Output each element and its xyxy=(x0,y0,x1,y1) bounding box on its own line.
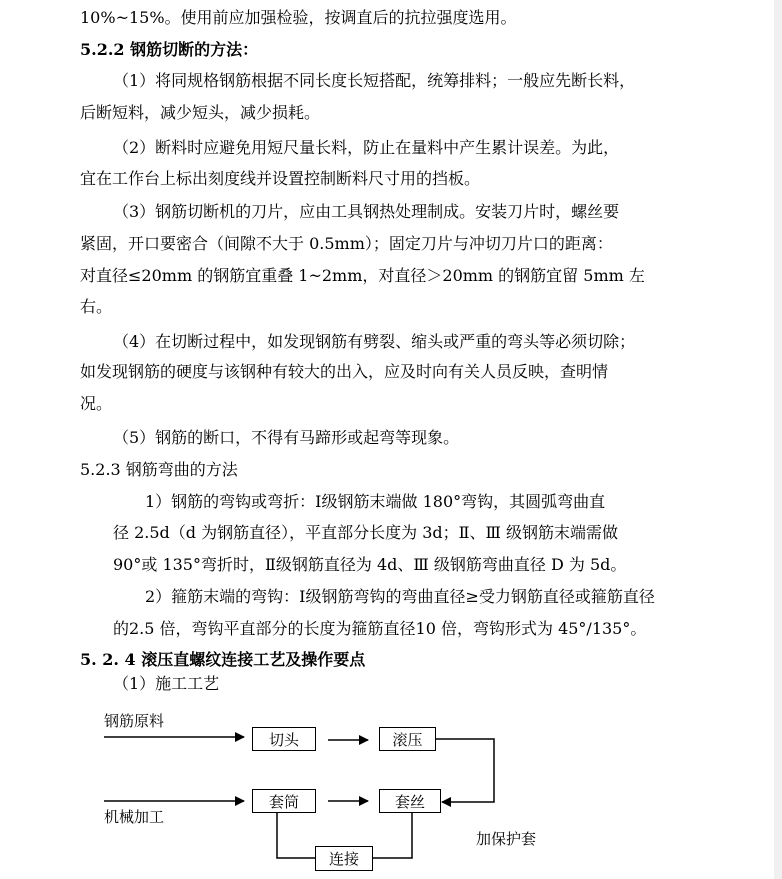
flow-box-roll-press xyxy=(379,727,436,751)
paragraph-line: （3）钢筋切断机的刀片，应由工具钢热处理制成。安装刀片时，螺丝要 xyxy=(113,202,620,221)
paragraph-line: 如发现钢筋的硬度与该钢种有较大的出入，应及时向有关人员反映，查明情 xyxy=(80,362,609,381)
paragraph-line: 对直径≤20mm 的钢筋宜重叠 1~2mm，对直径＞20mm 的钢筋宜留 5mm 左 xyxy=(80,266,645,285)
line-thread-to-connect xyxy=(373,813,412,858)
paragraph-line: 10%~15%。使用前应加强检验，按调直后的抗拉强度选用。 xyxy=(80,8,517,27)
paragraph-line: 况。 xyxy=(80,394,113,413)
flow-box-label: 切头 xyxy=(268,730,299,749)
paragraph-line: 的2.5 倍，弯钩平直部分的长度为箍筋直径10 倍，弯钩形式为 45°/135°。 xyxy=(113,619,647,638)
paragraph-line: 紧固，开口要密合（间隙不大于 0.5mm）；固定刀片与冲切刀片口的距离： xyxy=(80,234,613,253)
paragraph-line: 2）箍筋末端的弯钩：Ⅰ级钢筋弯钩的弯曲直径≥受力钢筋直径或箍筋直径 xyxy=(145,587,655,606)
flow-box-threading xyxy=(379,789,441,813)
flow-label-protect-cover: 加保护套 xyxy=(476,830,537,848)
flow-box-label: 套丝 xyxy=(394,792,425,811)
paragraph-line: （1）将同规格钢筋根据不同长度长短搭配，统筹排料；一般应先断长料， xyxy=(113,71,636,90)
flow-label-machining: 机械加工 xyxy=(104,808,165,826)
line-sleeve-to-connect xyxy=(277,813,315,858)
arrow-roll-to-thread xyxy=(436,739,494,802)
flow-box-label: 连接 xyxy=(328,850,359,868)
flow-box-label: 套筒 xyxy=(268,792,299,811)
paragraph-line: （2）断料时应避免用短尺量长料，防止在量料中产生累计误差。为此， xyxy=(113,138,620,157)
flow-box-connect xyxy=(315,846,373,871)
section-heading-5-2-4: 5. 2. 4 滚压直螺纹连接工艺及操作要点 xyxy=(80,650,366,669)
paragraph-line: （5）钢筋的断口，不得有马蹄形或起弯等现象。 xyxy=(113,428,460,447)
paragraph-line: （1）施工工艺 xyxy=(113,674,220,693)
paragraph-line: 径 2.5d（d 为钢筋直径），平直部分长度为 3d；Ⅱ、Ⅲ 级钢筋末端需做 xyxy=(113,523,619,542)
paragraph-line: 1）钢筋的弯钩或弯折：Ⅰ级钢筋末端做 180°弯钩，其圆弧弯曲直 xyxy=(145,492,606,511)
flow-box-label: 滚压 xyxy=(392,730,423,749)
paragraph-line: 右。 xyxy=(80,297,113,316)
paragraph-line: 后断短料，减少短头，减少损耗。 xyxy=(80,103,321,122)
flow-box-sleeve xyxy=(252,789,316,813)
flow-box-cut-head xyxy=(252,727,316,751)
flow-label-raw-material: 钢筋原料 xyxy=(104,712,165,730)
paragraph-line: （4）在切断过程中，如发现钢筋有劈裂、缩头或严重的弯头等必须切除； xyxy=(113,332,636,351)
paragraph-line: 90°或 135°弯折时，Ⅱ级钢筋直径为 4d、Ⅲ 级钢筋弯曲直径 D 为 5d。 xyxy=(113,555,627,574)
section-heading-5-2-2: 5.2.2 钢筋切断的方法： xyxy=(80,40,259,59)
paragraph-line: 宜在工作台上标出刻度线并设置控制断料尺寸用的挡板。 xyxy=(80,169,481,188)
section-heading-5-2-3: 5.2.3 钢筋弯曲的方法 xyxy=(80,460,238,479)
